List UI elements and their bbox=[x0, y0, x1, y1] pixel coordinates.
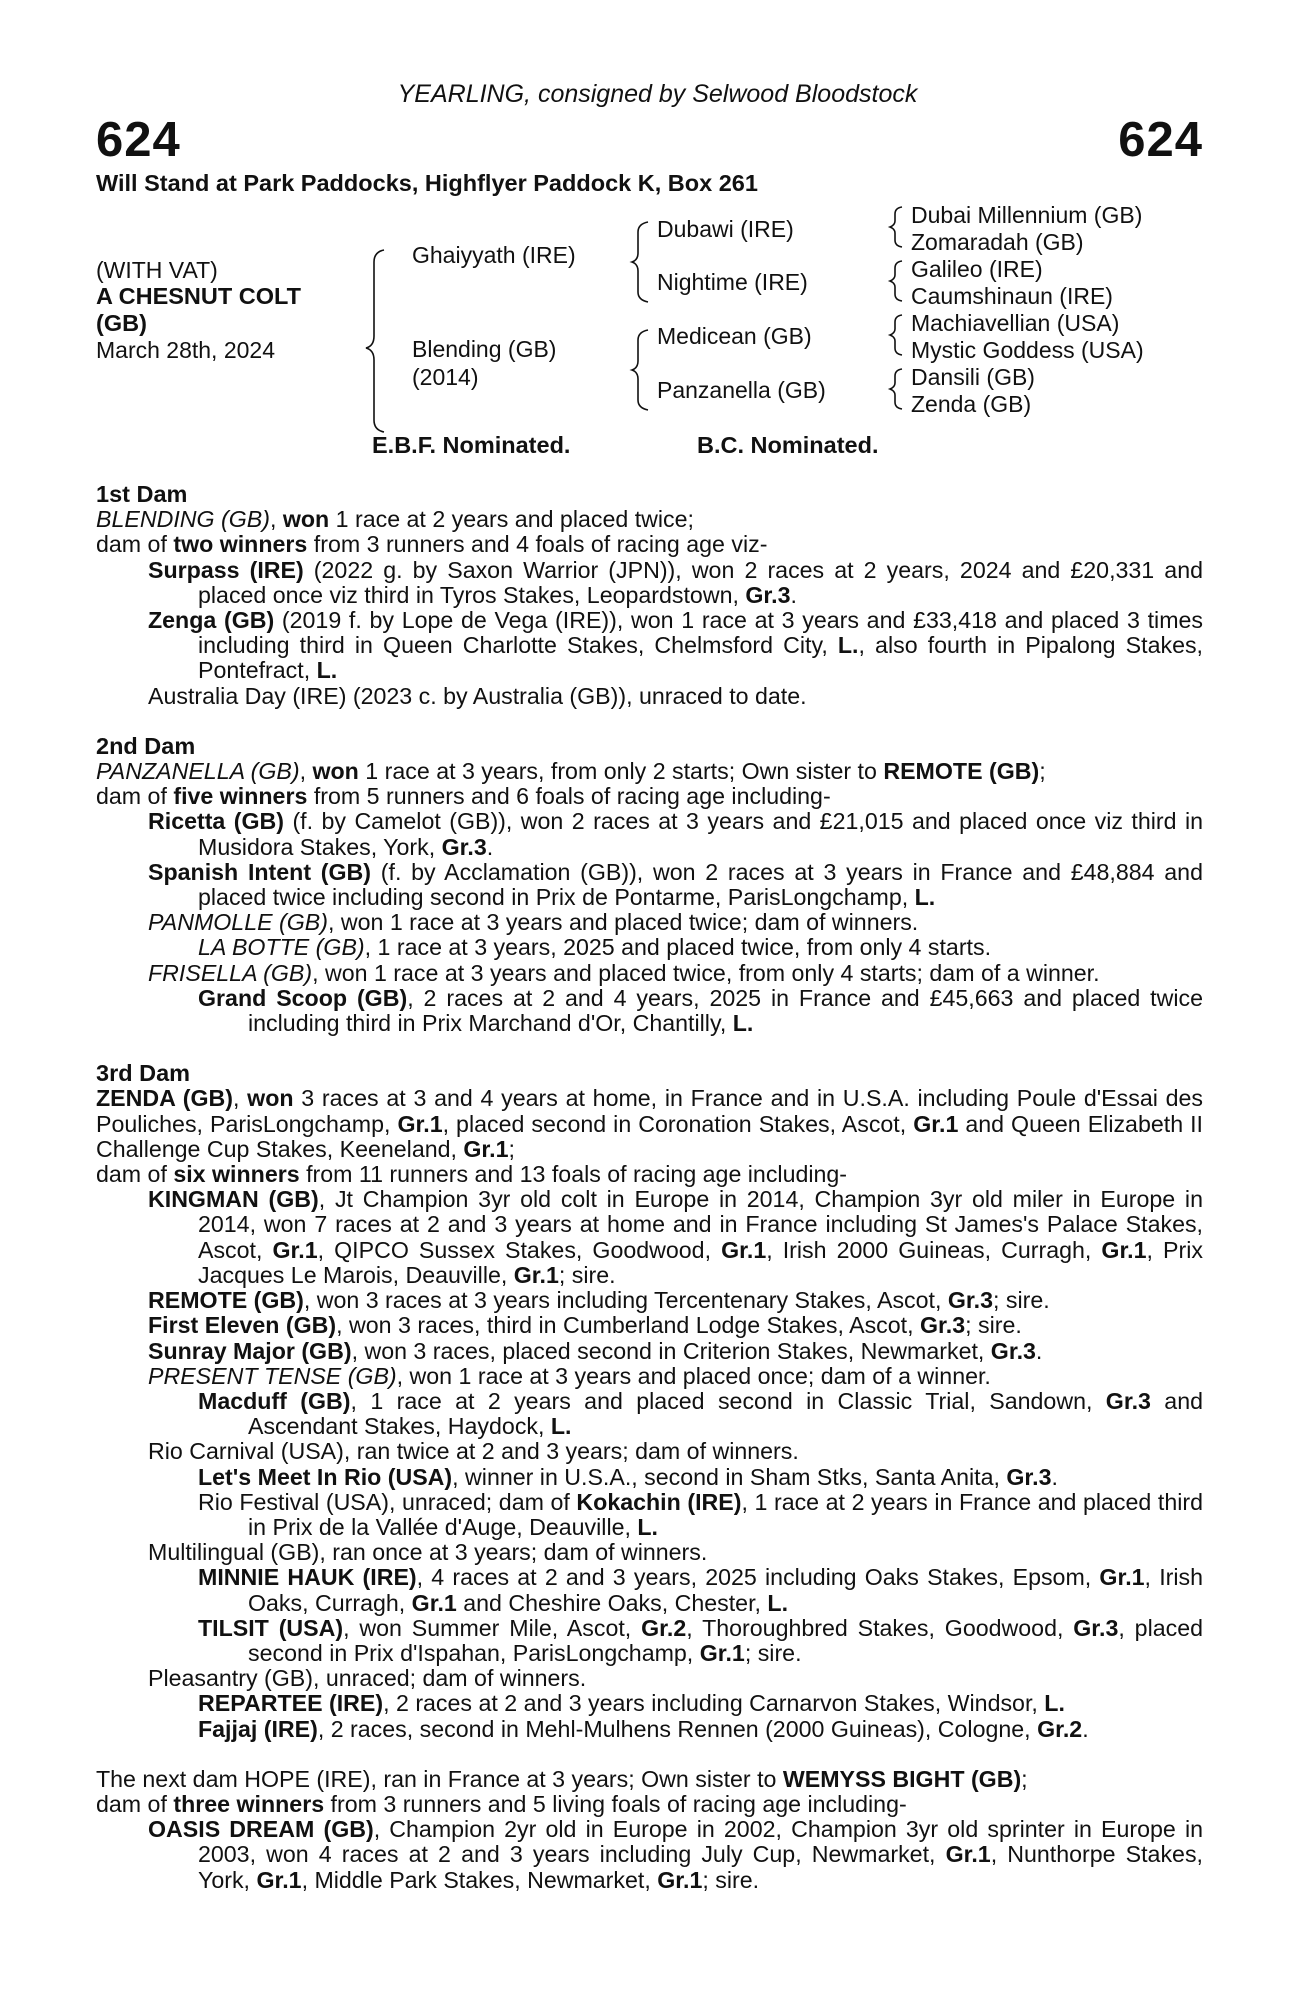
pedigree-dam-year: (2014) bbox=[412, 364, 479, 390]
family-details bbox=[96, 482, 1203, 1893]
pedigree-ggp-8: Zenda (GB) bbox=[911, 391, 1032, 417]
stand-location: Will Stand at Park Paddocks, Highflyer Paddock K, Box 261 bbox=[96, 170, 758, 196]
second-dam-produce-4: FRISELLA (GB), won 1 race at 3 years and placed twice, from only 4 starts; dam of a winner. bbox=[148, 959, 1100, 986]
third-dam-produce-6: Rio Carnival (USA), ran twice at 2 and 3 years; dam of winners. bbox=[148, 1438, 799, 1465]
third-dam-grandproduce-1: Macduff (GB), 1 race at 2 years and placed second in Classic Trial, Sandown, Gr.3 and Ascendant Stakes, Haydock, L. bbox=[198, 1387, 1203, 1440]
first-dam-produce-3: Australia Day (IRE) (2023 c. by Australia (GB)), unraced to date. bbox=[148, 682, 807, 709]
third-dam-produce-3: First Eleven (GB), won 3 races, third in Cumberland Lodge Stakes, Ascot, Gr.3; sire. bbox=[148, 1312, 1022, 1339]
bracket-dam bbox=[632, 330, 648, 410]
pedigree-dam: Blending (GB) bbox=[412, 336, 557, 362]
third-dam-produce-1: KINGMAN (GB), Jt Champion 3yr old colt in Europe in 2014, Champion 3yr old miler in Europe in 2014, won 7 races at 2 and 3 years at home and in France including St James's Palace Stakes, Ascot, Gr.1, QIPCO Sussex Stakes, Goodwood, Gr.1, Irish 2000 Guineas, Curragh, Gr.1, Prix Jacques Le Marois, Deauville, Gr.1; sire. bbox=[148, 1186, 1203, 1288]
second-dam-produce-3: PANMOLLE (GB), won 1 race at 3 years and placed twice; dam of winners. bbox=[148, 909, 919, 936]
pedigree-sire-sire: Dubawi (IRE) bbox=[657, 216, 794, 242]
pedigree-sire: Ghaiyyath (IRE) bbox=[412, 242, 576, 268]
next-dam-produce-summary: dam of three winners from 3 runners and 5 living foals of racing age including- bbox=[96, 1790, 907, 1817]
bracket-sire bbox=[632, 222, 648, 302]
first-dam-heading: 1st Dam bbox=[96, 481, 188, 507]
third-dam-grandproduce-2: Let's Meet In Rio (USA), winner in U.S.A., second in Sham Stks, Santa Anita, Gr.3. bbox=[198, 1463, 1058, 1490]
first-dam-produce-summary: dam of two winners from 3 runners and 4 foals of racing age viz- bbox=[96, 531, 768, 558]
bracket-g3 bbox=[890, 315, 902, 355]
lot-number-right: 624 bbox=[1118, 113, 1203, 167]
pedigree-ggp-2: Zomaradah (GB) bbox=[911, 229, 1084, 255]
bracket-g4 bbox=[890, 369, 902, 409]
third-dam-produce-5: PRESENT TENSE (GB), won 1 race at 3 years and placed once; dam of a winner. bbox=[148, 1362, 991, 1389]
first-dam-produce-2: Zenga (GB) (2019 f. by Lope de Vega (IRE)), won 1 race at 3 years and £33,418 and placed 3 times including third in Queen Charlotte Stakes, Chelmsford City, L., also fourth in Pipalong Stakes, Pontefract, L. bbox=[148, 607, 1203, 684]
second-dam-produce-summary: dam of five winners from 5 runners and 6 foals of racing age including- bbox=[96, 783, 831, 810]
third-dam-produce-7: Multilingual (GB), ran once at 3 years; dam of winners. bbox=[148, 1539, 708, 1566]
bracket-g1 bbox=[890, 207, 902, 247]
second-dam-heading: 2nd Dam bbox=[96, 732, 196, 759]
third-dam-record: ZENDA (GB), won 3 races at 3 and 4 years at home, in France and in U.S.A. including Poule d'Essai des Pouliches, ParisLongchamp, Gr.1, placed second in Coronation Stakes, Ascot, Gr.1 and Queen Elizabeth II Challenge Cup Stakes, Keeneland, Gr.1; bbox=[96, 1085, 1203, 1162]
third-dam-grandproduce-3: Rio Festival (USA), unraced; dam of Kokachin (IRE), 1 race at 2 years in France and placed third in Prix de la Vallée d'Auge, Deauville, L. bbox=[198, 1488, 1204, 1540]
first-dam-record: BLENDING (GB), won 1 race at 2 years and placed twice; bbox=[96, 506, 694, 533]
second-dam-record: PANZANELLA (GB), won 1 race at 3 years, from only 2 starts; Own sister to REMOTE (GB); bbox=[96, 758, 1046, 785]
pedigree-ggp-6: Mystic Goddess (USA) bbox=[911, 337, 1144, 363]
ebf-nominated: E.B.F. Nominated. bbox=[372, 432, 571, 458]
horse-name-line1: A CHESNUT COLT bbox=[96, 283, 301, 309]
third-dam-heading: 3rd Dam bbox=[96, 1060, 191, 1087]
second-dam-grandproduce-1: LA BOTTE (GB), 1 race at 3 years, 2025 and placed twice, from only 4 starts. bbox=[198, 934, 992, 961]
bracket-g2 bbox=[890, 261, 902, 301]
third-dam-grandproduce-6: REPARTEE (IRE), 2 races at 2 and 3 years including Carnarvon Stakes, Windsor, L. bbox=[198, 1690, 1065, 1717]
next-dam-record: The next dam HOPE (IRE), ran in France at 3 years; Own sister to WEMYSS BIGHT (GB); bbox=[96, 1765, 1028, 1792]
pedigree-brackets bbox=[0, 0, 1315, 450]
pedigree-dam-sire: Medicean (GB) bbox=[657, 323, 812, 349]
bc-nominated: B.C. Nominated. bbox=[697, 432, 879, 458]
third-dam-grandproduce-4: MINNIE HAUK (IRE), 4 races at 2 and 3 years, 2025 including Oaks Stakes, Epsom, Gr.1, Irish Oaks, Curragh, Gr.1 and Cheshire Oaks, Chester, L. bbox=[198, 1564, 1203, 1616]
pedigree-ggp-4: Caumshinaun (IRE) bbox=[911, 283, 1113, 309]
pedigree-dam-dam: Panzanella (GB) bbox=[657, 377, 826, 403]
consignor-line: YEARLING, consigned by Selwood Bloodstock bbox=[397, 80, 918, 108]
third-dam-grandproduce-5: TILSIT (USA), won Summer Mile, Ascot, Gr.2, Thoroughbred Stakes, Goodwood, Gr.3, placed second in Prix d'Ispahan, ParisLongchamp, Gr.1; sire. bbox=[198, 1614, 1204, 1666]
third-dam-produce-summary: dam of six winners from 11 runners and 13 foals of racing age including- bbox=[96, 1161, 848, 1188]
pedigree-ggp-7: Dansili (GB) bbox=[911, 364, 1035, 390]
pedigree-ggp-5: Machiavellian (USA) bbox=[911, 310, 1120, 336]
second-dam-produce-2: Spanish Intent (GB) (f. by Acclamation (GB)), won 2 races at 3 years in France and £48,884 and placed twice including second in Prix de Pontarme, ParisLongchamp, L. bbox=[148, 858, 1203, 911]
pedigree-sire-dam: Nightime (IRE) bbox=[657, 269, 808, 295]
third-dam-produce-2: REMOTE (GB), won 3 races at 3 years including Tercentenary Stakes, Ascot, Gr.3; sire. bbox=[148, 1287, 1050, 1314]
third-dam-grandproduce-7: Fajjaj (IRE), 2 races, second in Mehl-Mulhens Rennen (2000 Guineas), Cologne, Gr.2. bbox=[198, 1715, 1089, 1742]
foaling-date: March 28th, 2024 bbox=[96, 337, 276, 363]
pedigree-ggp-3: Galileo (IRE) bbox=[911, 256, 1043, 282]
pedigree-ggp-1: Dubai Millennium (GB) bbox=[911, 202, 1143, 228]
second-dam-produce-1: Ricetta (GB) (f. by Camelot (GB)), won 2 races at 3 years and £21,015 and placed once viz third in Musidora Stakes, York, Gr.3. bbox=[148, 808, 1203, 860]
first-dam-produce-1: Surpass (IRE) (2022 g. by Saxon Warrior (JPN)), won 2 races at 2 years, 2024 and £20,331 and placed once viz third in Tyros Stakes, Leopardstown, Gr.3. bbox=[148, 556, 1203, 608]
vat-note: (WITH VAT) bbox=[96, 257, 218, 283]
second-dam-grandproduce-2: Grand Scoop (GB), 2 races at 2 and 4 years, 2025 in France and £45,663 and placed twice including third in Prix Marchand d'Or, Chantilly, L. bbox=[198, 984, 1203, 1037]
bracket-main bbox=[366, 250, 384, 432]
next-dam-produce-1: OASIS DREAM (GB), Champion 2yr old in Europe in 2002, Champion 3yr old sprinter in Europe in 2003, won 4 races at 2 and 3 years including July Cup, Newmarket, Gr.1, Nunthorpe Stakes, York, Gr.1, Middle Park Stakes, Newmarket, Gr.1; sire. bbox=[148, 1816, 1203, 1893]
third-dam-produce-4: Sunray Major (GB), won 3 races, placed second in Criterion Stakes, Newmarket, Gr.3. bbox=[148, 1337, 1043, 1364]
lot-number-left: 624 bbox=[96, 113, 181, 167]
horse-name-line2: (GB) bbox=[96, 310, 147, 336]
third-dam-produce-8: Pleasantry (GB), unraced; dam of winners. bbox=[148, 1665, 587, 1692]
